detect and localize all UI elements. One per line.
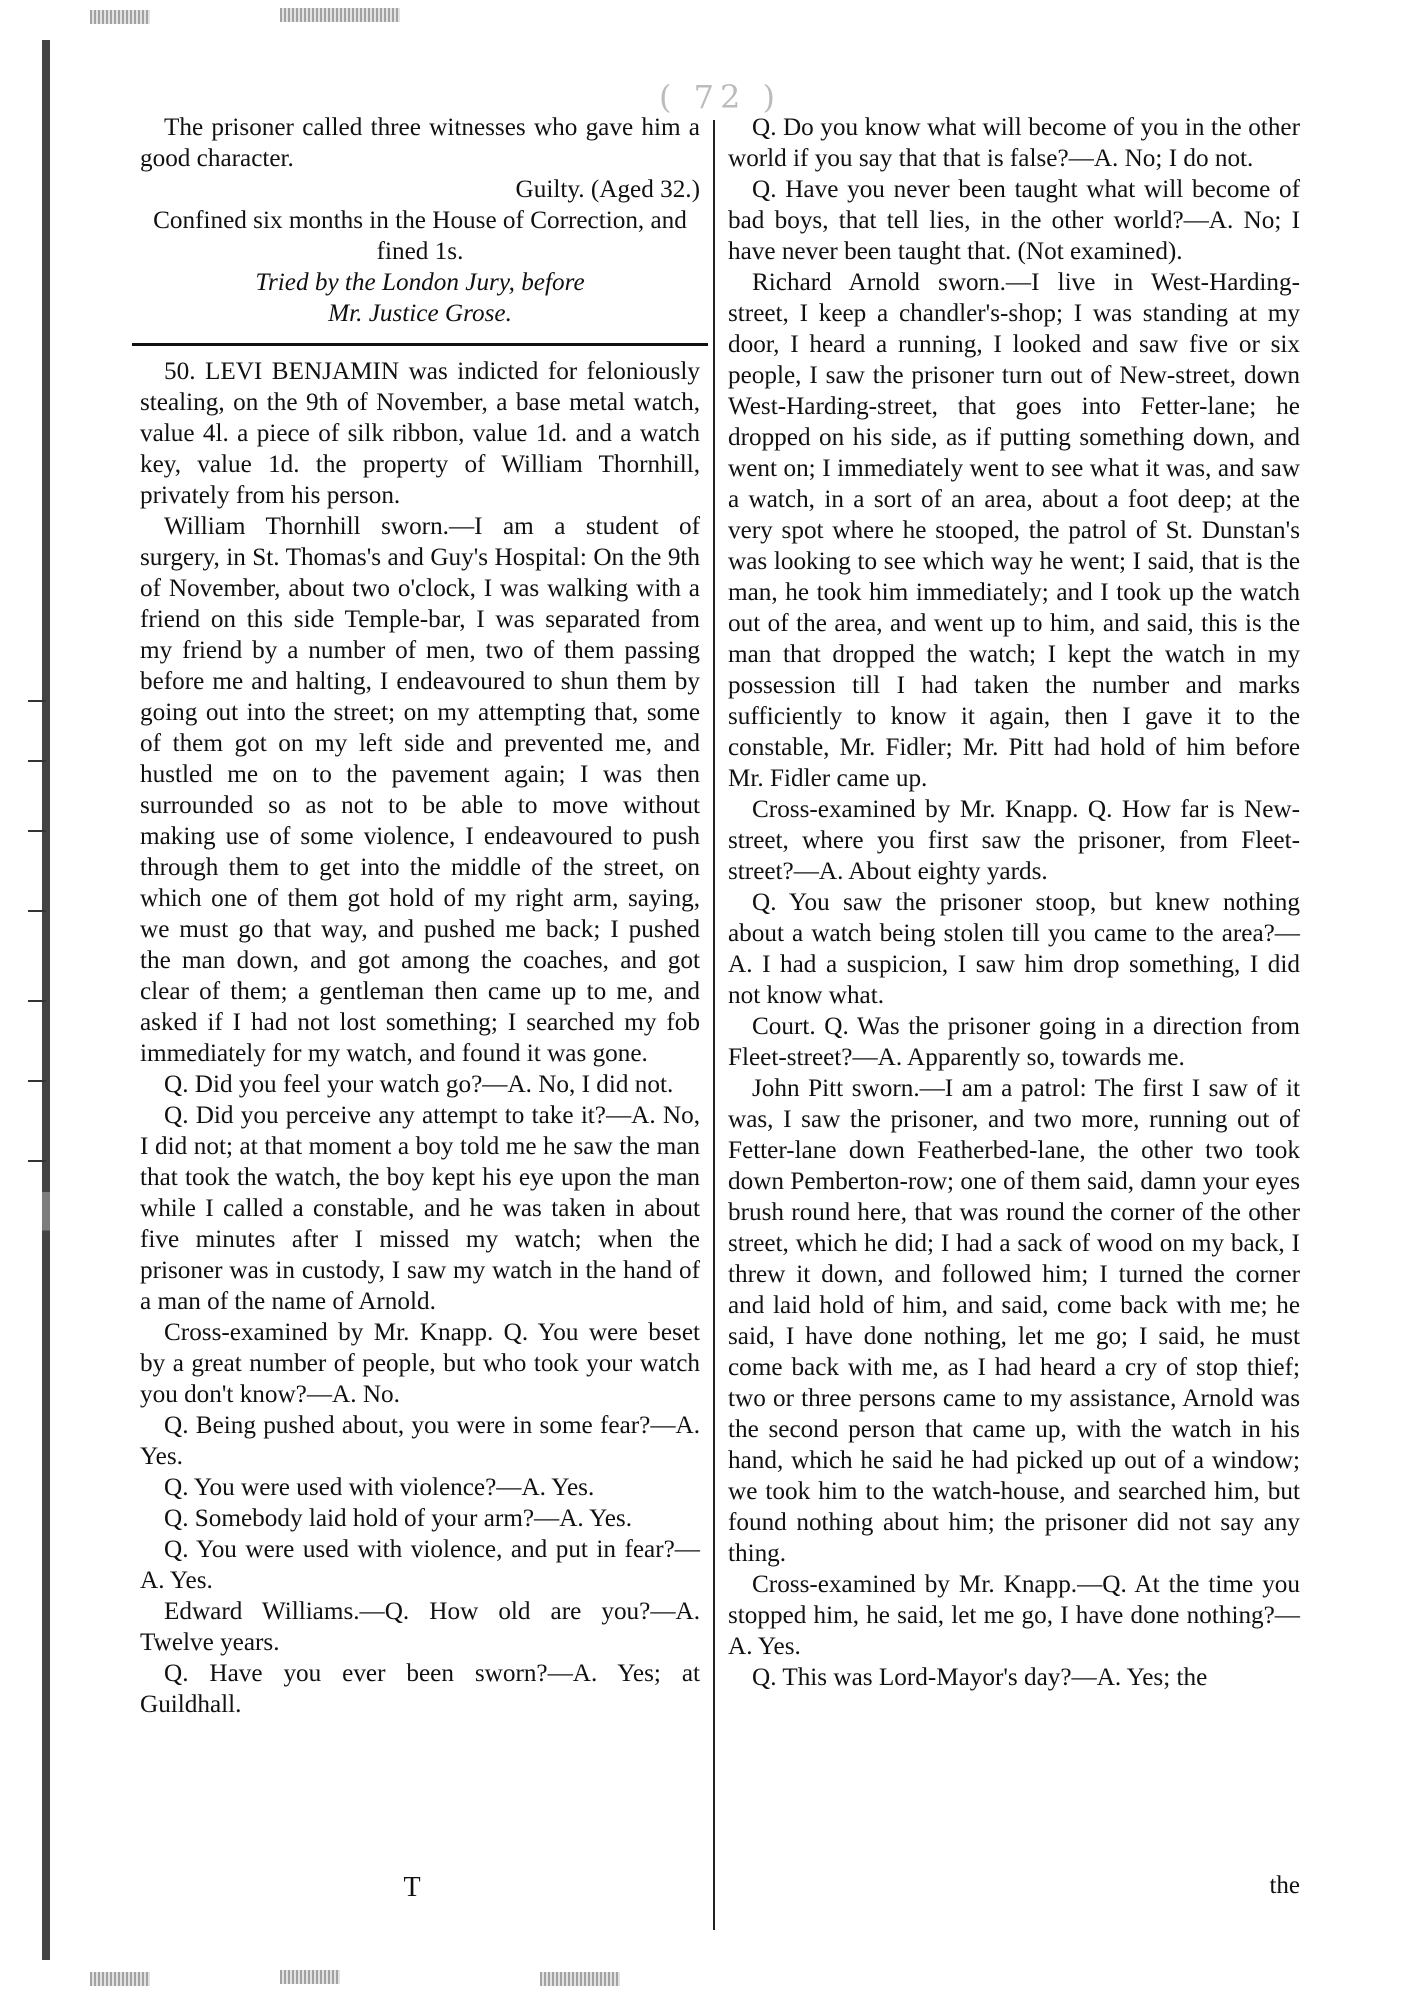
question-answer: Q. Did you feel your watch go?—A. No, I did not. xyxy=(164,1071,674,1098)
right-column xyxy=(728,112,1300,1693)
column-divider xyxy=(713,120,715,1930)
scan-noise-bottom-3 xyxy=(540,1972,620,1986)
question-answer: Q. Being pushed about, you were in some fear?—A. Yes. xyxy=(140,1412,700,1470)
question-answer: Q. You were used with violence, and put in fear?—A. Yes. xyxy=(140,1536,700,1594)
question-answer: Q. You saw the prisoner stoop, but knew nothing about a watch being stolen till you came to the area?—A. I had a suspicion, I saw him drop something, I did not know what. xyxy=(728,889,1300,1009)
sentence-line: Confined six months in the House of Correction, and fined 1s. xyxy=(153,207,687,265)
verdict-witnesses: The prisoner called three witnesses who gave him a good character. xyxy=(140,114,700,172)
testimony-pitt: John Pitt sworn.—I am a patrol: The first I saw of it was, I saw the prisoner, and two more, running out of Fetter-lane down Featherbed-lane, the other two took down Pemberton-row; one of them said, damn your eyes brush round here, that was round the corner of the other street, which he did; I had a sack of wood on my back, I threw it down, and followed him; I turned the corner and laid hold of him, and said, come back with me; he said, I have done nothing, let me go; I said, he must come back with me, as I had heard a cry of stop thief; two or three persons came to my assistance, Arnold was the second person that came up, with the watch in his hand, which he said he had picked up out of a window; we took him to the watch-house, and searched him, but found nothing about him; the prisoner did not say any thing. xyxy=(728,1075,1300,1567)
scan-noise-bottom-2 xyxy=(280,1970,340,1984)
question-answer: Q. This was Lord-Mayor's day?—A. Yes; the xyxy=(752,1664,1208,1691)
question-answer: Q. You were used with violence?—A. Yes. xyxy=(164,1474,595,1501)
question-answer: Q. Have you ever been sworn?—A. Yes; at Guildhall. xyxy=(140,1660,700,1718)
testimony-thornhill: William Thornhill sworn.—I am a student of surgery, in St. Thomas's and Guy's Hospital: On the 9th of November, about two o'clock, I was walking with a friend on this side Temple-bar, I was separated from my friend by a number of men, two of them passing before me and halting, I endeavoured to shun them by going out into the street; on my attempting that, some of them got on my left side and prevented me, and hustled me on to the pavement again; I was then surrounded so as not to be able to move without making use of some violence, I endeavoured to push through them to get into the middle of the street, on which one of them got hold of my right arm, saying, we must go that way, and pushed me back; I pushed the man down, and got among the coaches, and got clear of them; a gentleman then came up to me, and asked if I had not lost something; I searched my fob immediately for my watch, and found it was gone. xyxy=(140,513,700,1067)
question-answer: Q. Did you perceive any attempt to take it?—A. No, I did not; at that moment a boy told me he saw the man that took the watch, the boy kept his eye upon the man while I called a constable, and he was taken in about five minutes after I missed my watch; when the prisoner was in custody, I saw my watch in the hand of a man of the name of Arnold. xyxy=(140,1102,700,1315)
cross-examination: Cross-examined by Mr. Knapp. Q. How far is New-street, where you first saw the prisoner, from Fleet-street?—A. About eighty yards. xyxy=(728,796,1300,885)
binding-marks xyxy=(28,700,48,1200)
scan-noise-bottom xyxy=(90,1972,150,1986)
question-answer: Q. Do you know what will become of you in the other world if you say that that is false?—A. No; I do not. xyxy=(728,114,1300,172)
scan-noise-top-2 xyxy=(280,8,400,22)
section-rule xyxy=(132,343,708,346)
tried-by-line: Tried by the London Jury, before xyxy=(255,269,585,296)
page-number: ( 72 ) xyxy=(658,78,782,116)
verdict-line: Guilty. (Aged 32.) xyxy=(515,176,700,203)
question-answer: Q. Somebody laid hold of your arm?—A. Yes. xyxy=(164,1505,633,1532)
signature-mark: T xyxy=(403,1872,421,1903)
left-column xyxy=(140,112,700,1720)
catchword: the xyxy=(1269,1872,1300,1899)
court-question: Court. Q. Was the prisoner going in a direction from Fleet-street?—A. Apparently so, towards me. xyxy=(728,1013,1300,1071)
cross-examination: Cross-examined by Mr. Knapp.—Q. At the time you stopped him, he said, let me go, I have done nothing?—A. Yes. xyxy=(728,1571,1300,1660)
cross-examination: Cross-examined by Mr. Knapp. Q. You were beset by a great number of people, but who took your watch you don't know?—A. No. xyxy=(140,1319,700,1408)
witness-williams: Edward Williams.—Q. How old are you?—A. Twelve years. xyxy=(140,1598,700,1656)
testimony-arnold: Richard Arnold sworn.—I live in West-Harding-street, I keep a chandler's-shop; I was standing at my door, I heard a running, I looked and saw five or six people, I saw the prisoner turn out of New-street, down West-Harding-street, that goes into Fetter-lane; he dropped on his side, as if putting something down, and went on; I immediately went to see what it was, and saw a watch, in a sort of an area, about a foot deep; at the very spot where he stooped, the patrol of St. Dunstan's was looking to see which way he went; I said, that is the man, he took him immediately; and I took up the watch out of the area, and went up to him, and said, this is the man that dropped the watch; I kept the watch in my possession till I had taken the number and marks sufficiently to know it again, then I gave it to the constable, Mr. Fidler; Mr. Pitt had hold of him before Mr. Fidler came up. xyxy=(728,269,1300,792)
question-answer: Q. Have you never been taught what will become of bad boys, that tell lies, in the other world?—A. No; I have never been taught that. (Not examined). xyxy=(728,176,1300,265)
judge-line: Mr. Justice Grose. xyxy=(328,300,512,327)
scan-noise-top xyxy=(90,10,150,24)
indictment-paragraph: 50. LEVI BENJAMIN was indicted for feloniously stealing, on the 9th of November, a base metal watch, value 4l. a piece of silk ribbon, value 1d. and a watch key, value 1d. the property of William Thornhill, privately from his person. xyxy=(140,358,700,509)
